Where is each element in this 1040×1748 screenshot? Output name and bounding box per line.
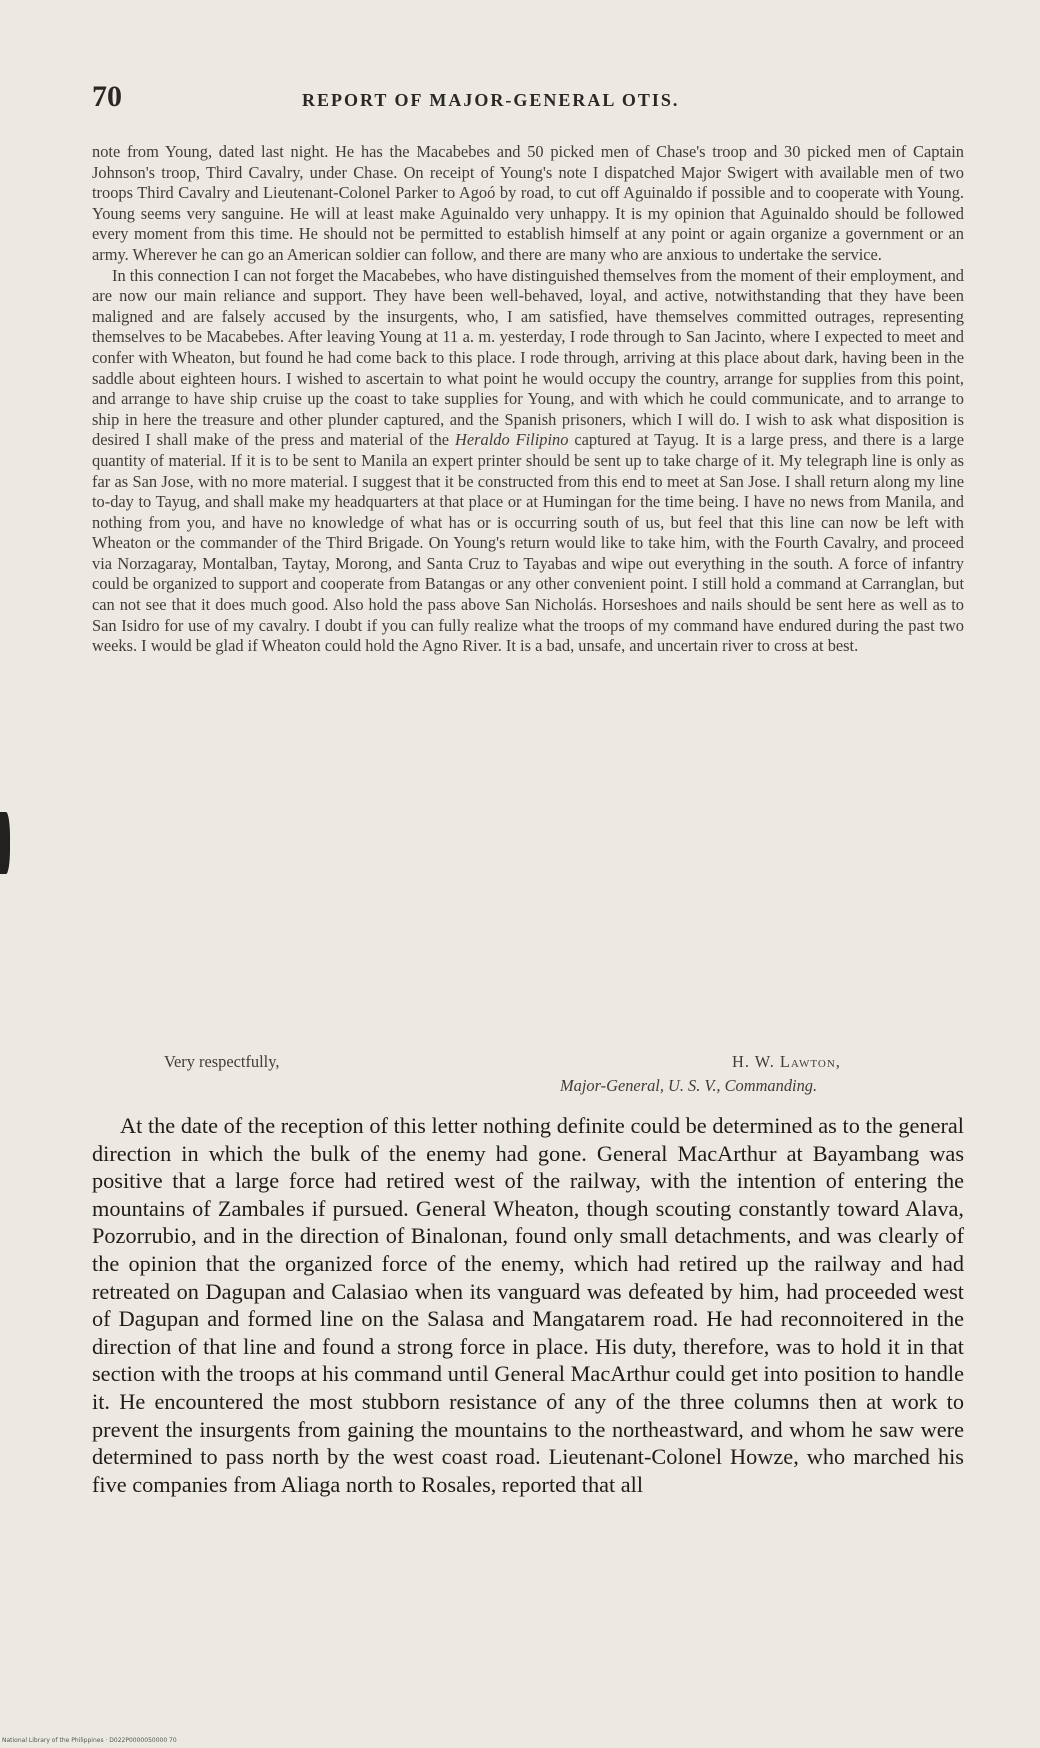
salutation: Very respectfully,: [164, 1052, 280, 1071]
letter-paragraph-1: note from Young, dated last night. He has the Macabebes and 50 picked men of Chase's troop and 30 picked men of Captain Johnson's troop, Third Cavalry, under Chase. On receipt of Young's note I dispatched Major Swigert with available men of two troops Third Cavalry and Lieutenant-Colonel Parker to Agoó by road, to cut off Aguinaldo if possible and to cooperate with Young. Young seems very sanguine. He will at least make Aguinaldo very unhappy. It is my opinion that Aguinaldo should be followed every moment from this time. He should not be permitted to establish himself at any point or again organize a government or an army. Wherever he can go an American soldier can follow, and there are many who are anxious to undertake the service.: [92, 142, 964, 264]
letter-paragraph-2: [92, 266, 964, 657]
page-header: [92, 80, 952, 120]
letter-body: [92, 142, 964, 657]
binding-edge-mark: [0, 812, 10, 874]
newspaper-name: Heraldo Filipino: [455, 430, 569, 450]
running-head: REPORT OF MAJOR-GENERAL OTIS.: [302, 90, 680, 110]
letter-closing: [92, 1052, 964, 1102]
page-number: 70: [92, 80, 122, 113]
narrative-body: [92, 1112, 964, 1498]
letter-paragraph-2-text: In this connection I can not forget the Macabebes, who have distinguished themselves from the moment of their employment, and are now our main reliance and support. They have been well-behaved, loyal, and active, notwithstanding that they have been maligned and are falsely accused by the insurgents, who, I am satisfied, have themselves committed outrages, representing themselves to be Macabebes. After leaving Young at 11 a. m. yesterday, I rode through to San Jacinto, where I expected to meet and confer with Wheaton, but found he had come back to this place. I rode through, arriving at this place about dark, having been in the saddle about eighteen hours. I wished to ascertain to what point he would occupy the country, arrange for supplies from this point, and arrange to have ship cruise up the coast to take supplies for Young, and with which he could communicate, and to arrange to ship in here the treasure and other plunder captured, and the Spanish prisoners, which I will do. I wish to ask what disposition is desired I shall make of the press and material of the: [92, 265, 964, 450]
scan-footer: [0, 1737, 1040, 1748]
signer-name: H. W. Lawton,: [732, 1052, 841, 1071]
scan-credit: National Library of the Philippines · D022P0000050000 70: [2, 1737, 177, 1744]
narrative-paragraph: At the date of the reception of this letter nothing definite could be determined as to the general direction in which the bulk of the enemy had gone. General MacArthur at Bayambang was positive that a large force had retired west of the railway, with the intention of entering the mountains of Zambales if pursued. General Wheaton, though scouting constantly toward Alava, Pozorrubio, and in the direction of Binalonan, found only small detachments, and was clearly of the opinion that the organized force of the enemy, which had retired up the railway and had retreated on Dagupan and Calasiao when its vanguard was defeated by him, had proceeded west of Dagupan and formed line on the Salasa and Mangatarem road. He had reconnoitered in the direction of that line and found a strong force in place. His duty, therefore, was to hold it in that section with the troops at his command until General MacArthur could get into position to handle it. He encountered the most stubborn resistance of any of the three columns then at work to prevent the insurgents from gaining the mountains to the northeastward, and whom he saw were determined to pass north by the west coast road. Lieutenant-Colonel Howze, who marched his five companies from Aliaga north to Rosales, reported that all: [92, 1113, 964, 1497]
signer-title: Major-General, U. S. V., Commanding.: [560, 1076, 818, 1095]
letter-paragraph-2-continued: captured at Tayug. It is a large press, and there is a large quantity of material. If it is to be sent to Manila an expert printer should be sent up to take charge of it. My telegraph line is only as far as San Jose, with no more material. I suggest that it be constructed from this end to meet at San Jose. I shall return along my line to-day to Tayug, and shall make my headquarters at that place or at Humingan for the time being. I have no news from Manila, and nothing from you, and have no knowledge of what has or is occurring south of us, but feel that this line can now be left with Wheaton or the commander of the Third Brigade. On Young's return would like to take him, with the Fourth Cavalry, and proceed via Norzagaray, Montalban, Taytay, Morong, and Santa Cruz to Tayabas and wipe out everything in the south. A force of infantry could be organized to support and cooperate from Batangas or any other convenient point. I still hold a command at Carranglan, but can not see that it does much good. Also hold the pass above San Nicholás. Horseshoes and nails should be sent here as well as to San Isidro for use of my cavalry. I doubt if you can fully realize what the troops of my command have endured during the past two weeks. I would be glad if Wheaton could hold the Agno River. It is a bad, unsafe, and uncertain river to cross at best.: [92, 430, 964, 656]
